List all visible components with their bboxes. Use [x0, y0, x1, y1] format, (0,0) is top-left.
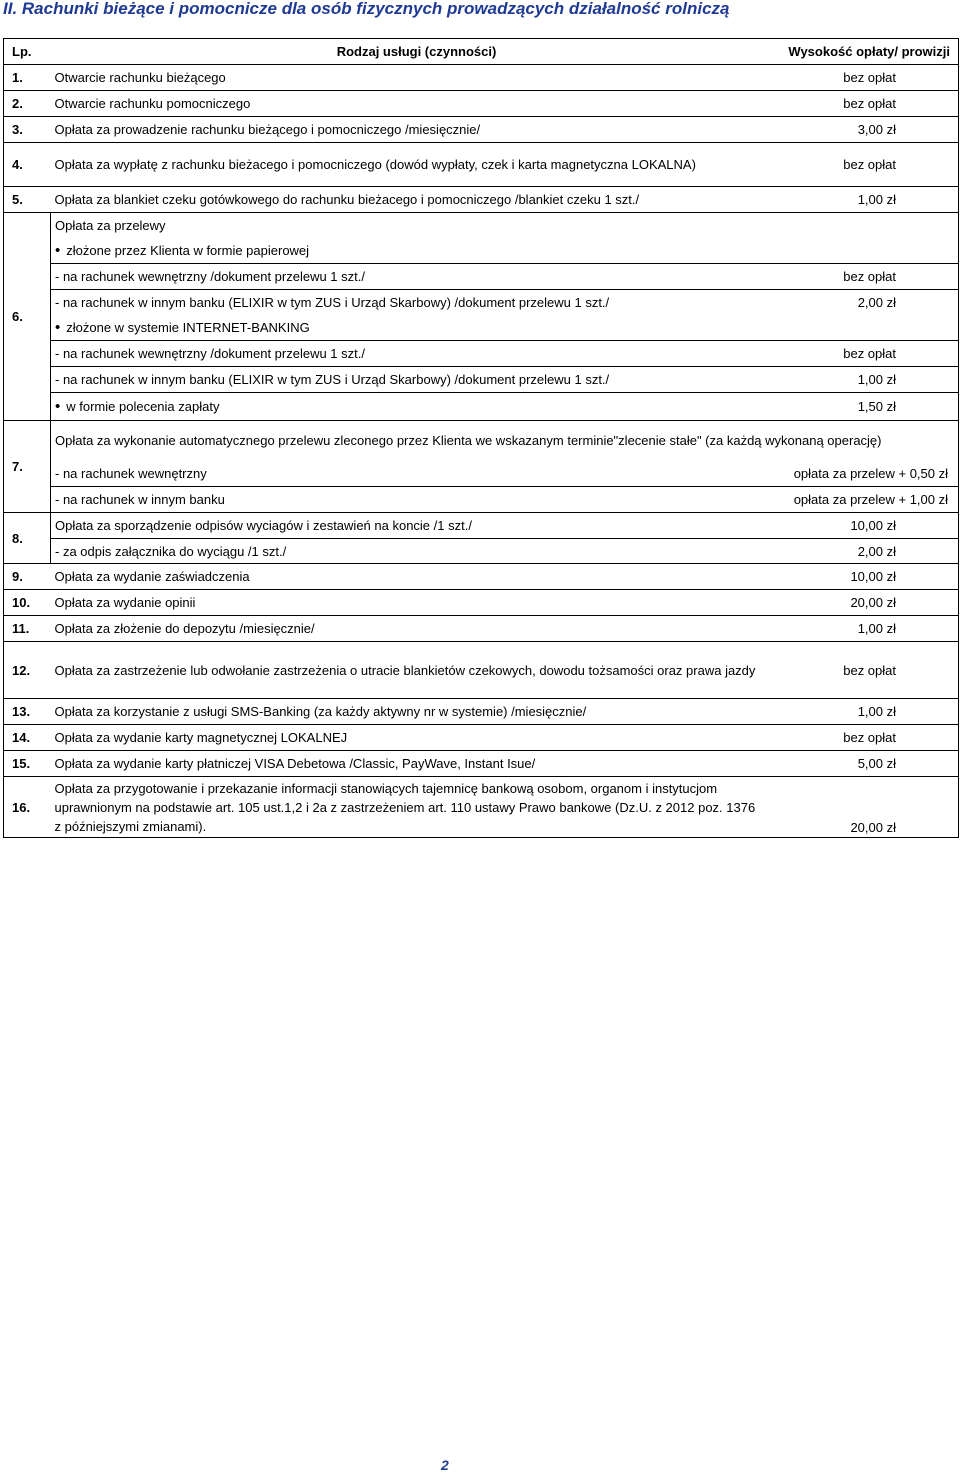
table-row [4, 539, 959, 564]
sub-heading [51, 316, 779, 341]
table-row [4, 290, 959, 316]
row-fee [779, 238, 959, 264]
row-description: Opłata za prowadzenie rachunku bieżącego i pomocniczego /miesięcznie/ [51, 117, 779, 143]
table-row [4, 367, 959, 393]
row-number: 8. [4, 513, 51, 564]
table-row [4, 564, 959, 590]
table-row [4, 316, 959, 341]
row-fee: bez opłat [779, 341, 959, 367]
row-fee: 20,00 zł [779, 590, 959, 616]
row-number: 10. [4, 590, 51, 616]
row-fee: 1,00 zł [779, 699, 959, 725]
row-fee: bez opłat [779, 725, 959, 751]
row-description: Otwarcie rachunku pomocniczego [51, 91, 779, 117]
table-row [4, 725, 959, 751]
row-description: - na rachunek wewnętrzny /dokument przelewu 1 szt./ [51, 341, 779, 367]
row-fee: 1,50 zł [779, 393, 959, 421]
row-description: Opłata za wydanie opinii [51, 590, 779, 616]
row-description: Otwarcie rachunku bieżącego [51, 65, 779, 91]
sub-heading [51, 238, 779, 264]
row-description: - na rachunek w innym banku (ELIXIR w tym ZUS i Urząd Skarbowy) /dokument przelewu 1 szt./ [51, 290, 779, 316]
row-fee: 3,00 zł [779, 117, 959, 143]
table-row [4, 238, 959, 264]
row-description: Opłata za złożenie do depozytu /miesięcznie/ [51, 616, 779, 642]
row-fee: bez opłat [779, 91, 959, 117]
row-description: Opłata za korzystanie z usługi SMS-Banking (za każdy aktywny nr w systemie) /miesięcznie/ [51, 699, 779, 725]
row-description: Opłata za blankiet czeku gotówkowego do rachunku bieżacego i pomocniczego /blankiet czeku 1 szt./ [51, 187, 779, 213]
sub-heading-text: w formie polecenia zapłaty [66, 399, 220, 414]
row-fee: 1,00 zł [779, 187, 959, 213]
table-row [4, 264, 959, 290]
table-row [4, 91, 959, 117]
table-row [4, 513, 959, 539]
row-number: 5. [4, 187, 51, 213]
bullet-icon [55, 243, 66, 258]
row-number: 14. [4, 725, 51, 751]
row-fee [779, 213, 959, 238]
sub-heading-text: złożone w systemie INTERNET-BANKING [66, 320, 310, 336]
row-description: - na rachunek w innym banku [51, 487, 779, 513]
row-number: 3. [4, 117, 51, 143]
row-fee: 1,00 zł [779, 367, 959, 393]
row-fee: opłata za przelew + 0,50 zł [779, 461, 959, 487]
row-fee: bez opłat [779, 143, 959, 187]
table-row [4, 751, 959, 777]
row-number: 15. [4, 751, 51, 777]
row-number: 4. [4, 143, 51, 187]
row-description: Opłata za wydanie zaświadczenia [51, 564, 779, 590]
row-fee: 2,00 zł [779, 539, 959, 564]
fee-table [3, 38, 958, 838]
header-fee: Wysokość opłaty/ prowizji [779, 39, 959, 65]
table-row [4, 642, 959, 699]
row-description: Opłata za przelewy [51, 213, 779, 238]
row-number: 12. [4, 642, 51, 699]
table-row [4, 699, 959, 725]
table-row [4, 187, 959, 213]
row-fee: bez opłat [779, 264, 959, 290]
table-row [4, 777, 959, 838]
bullet-icon [55, 399, 66, 414]
table-row [4, 590, 959, 616]
row-number: 13. [4, 699, 51, 725]
sub-heading-text: złożone przez Klienta w formie papierowej [66, 242, 310, 258]
row-fee: bez opłat [779, 642, 959, 699]
row-description: Opłata za wykonanie automatycznego przelewu zleconego przez Klienta we wskazanym terminie"zlecenie stałe" (za każdą wykonaną operację) [51, 421, 959, 461]
table-row [4, 65, 959, 91]
row-description: Opłata za zastrzeżenie lub odwołanie zastrzeżenia o utracie blankietów czekowych, dowodu tożsamości oraz prawa jazdy [51, 642, 779, 699]
table-row [4, 421, 959, 461]
row-number: 2. [4, 91, 51, 117]
bullet-icon [55, 320, 66, 335]
header-lp: Lp. [4, 39, 51, 65]
row-description: Opłata za wydanie karty płatniczej VISA Debetowa /Classic, PayWave, Instant Isue/ [51, 751, 779, 777]
row-description: Opłata za wypłatę z rachunku bieżacego i pomocniczego (dowód wypłaty, czek i karta magnetyczna LOKALNA) [51, 143, 779, 187]
page-number: 2 [441, 1457, 449, 1473]
table-row [4, 487, 959, 513]
row-description: - na rachunek wewnętrzny [51, 461, 779, 487]
row-fee: opłata za przelew + 1,00 zł [779, 487, 959, 513]
table-header-row [4, 39, 959, 65]
table-row [4, 616, 959, 642]
page-title: II. Rachunki bieżące i pomocnicze dla osób fizycznych prowadzących działalność rolniczą [3, 0, 730, 18]
row-fee: 10,00 zł [779, 564, 959, 590]
table-row [4, 461, 959, 487]
row-number: 11. [4, 616, 51, 642]
table-row [4, 143, 959, 187]
row-description: Opłata za wydanie karty magnetycznej LOKALNEJ [51, 725, 779, 751]
row-fee: 1,00 zł [779, 616, 959, 642]
row-fee: 2,00 zł [779, 290, 959, 316]
row-description: Opłata za przygotowanie i przekazanie informacji stanowiących tajemnicę bankową osobom, organom i instytucjom uprawnionym na podstawie art. 105 ust.1,2 i 2a z zastrzeżeniem art. 110 ustawy Prawo bankowe (Dz.U. z 2012 poz. 1376 z późniejszymi zmianami). [51, 777, 779, 838]
row-number: 6. [4, 213, 51, 421]
table-row [4, 393, 959, 421]
row-number: 7. [4, 421, 51, 513]
row-description: - za odpis załącznika do wyciągu /1 szt./ [51, 539, 779, 564]
row-number: 9. [4, 564, 51, 590]
row-description: Opłata za sporządzenie odpisów wyciagów i zestawień na koncie /1 szt./ [51, 513, 779, 539]
table-row [4, 213, 959, 238]
row-number: 16. [4, 777, 51, 838]
row-description: - na rachunek w innym banku (ELIXIR w tym ZUS i Urząd Skarbowy) /dokument przelewu 1 szt./ [51, 367, 779, 393]
header-service: Rodzaj usługi (czynności) [51, 39, 779, 65]
row-fee [779, 316, 959, 341]
row-description: - na rachunek wewnętrzny /dokument przelewu 1 szt./ [51, 264, 779, 290]
row-fee: bez opłat [779, 65, 959, 91]
row-fee: 5,00 zł [779, 751, 959, 777]
table-row [4, 341, 959, 367]
row-fee: 20,00 zł [779, 777, 959, 838]
row-number: 1. [4, 65, 51, 91]
row-fee: 10,00 zł [779, 513, 959, 539]
table-row [4, 117, 959, 143]
sub-heading [51, 393, 779, 421]
